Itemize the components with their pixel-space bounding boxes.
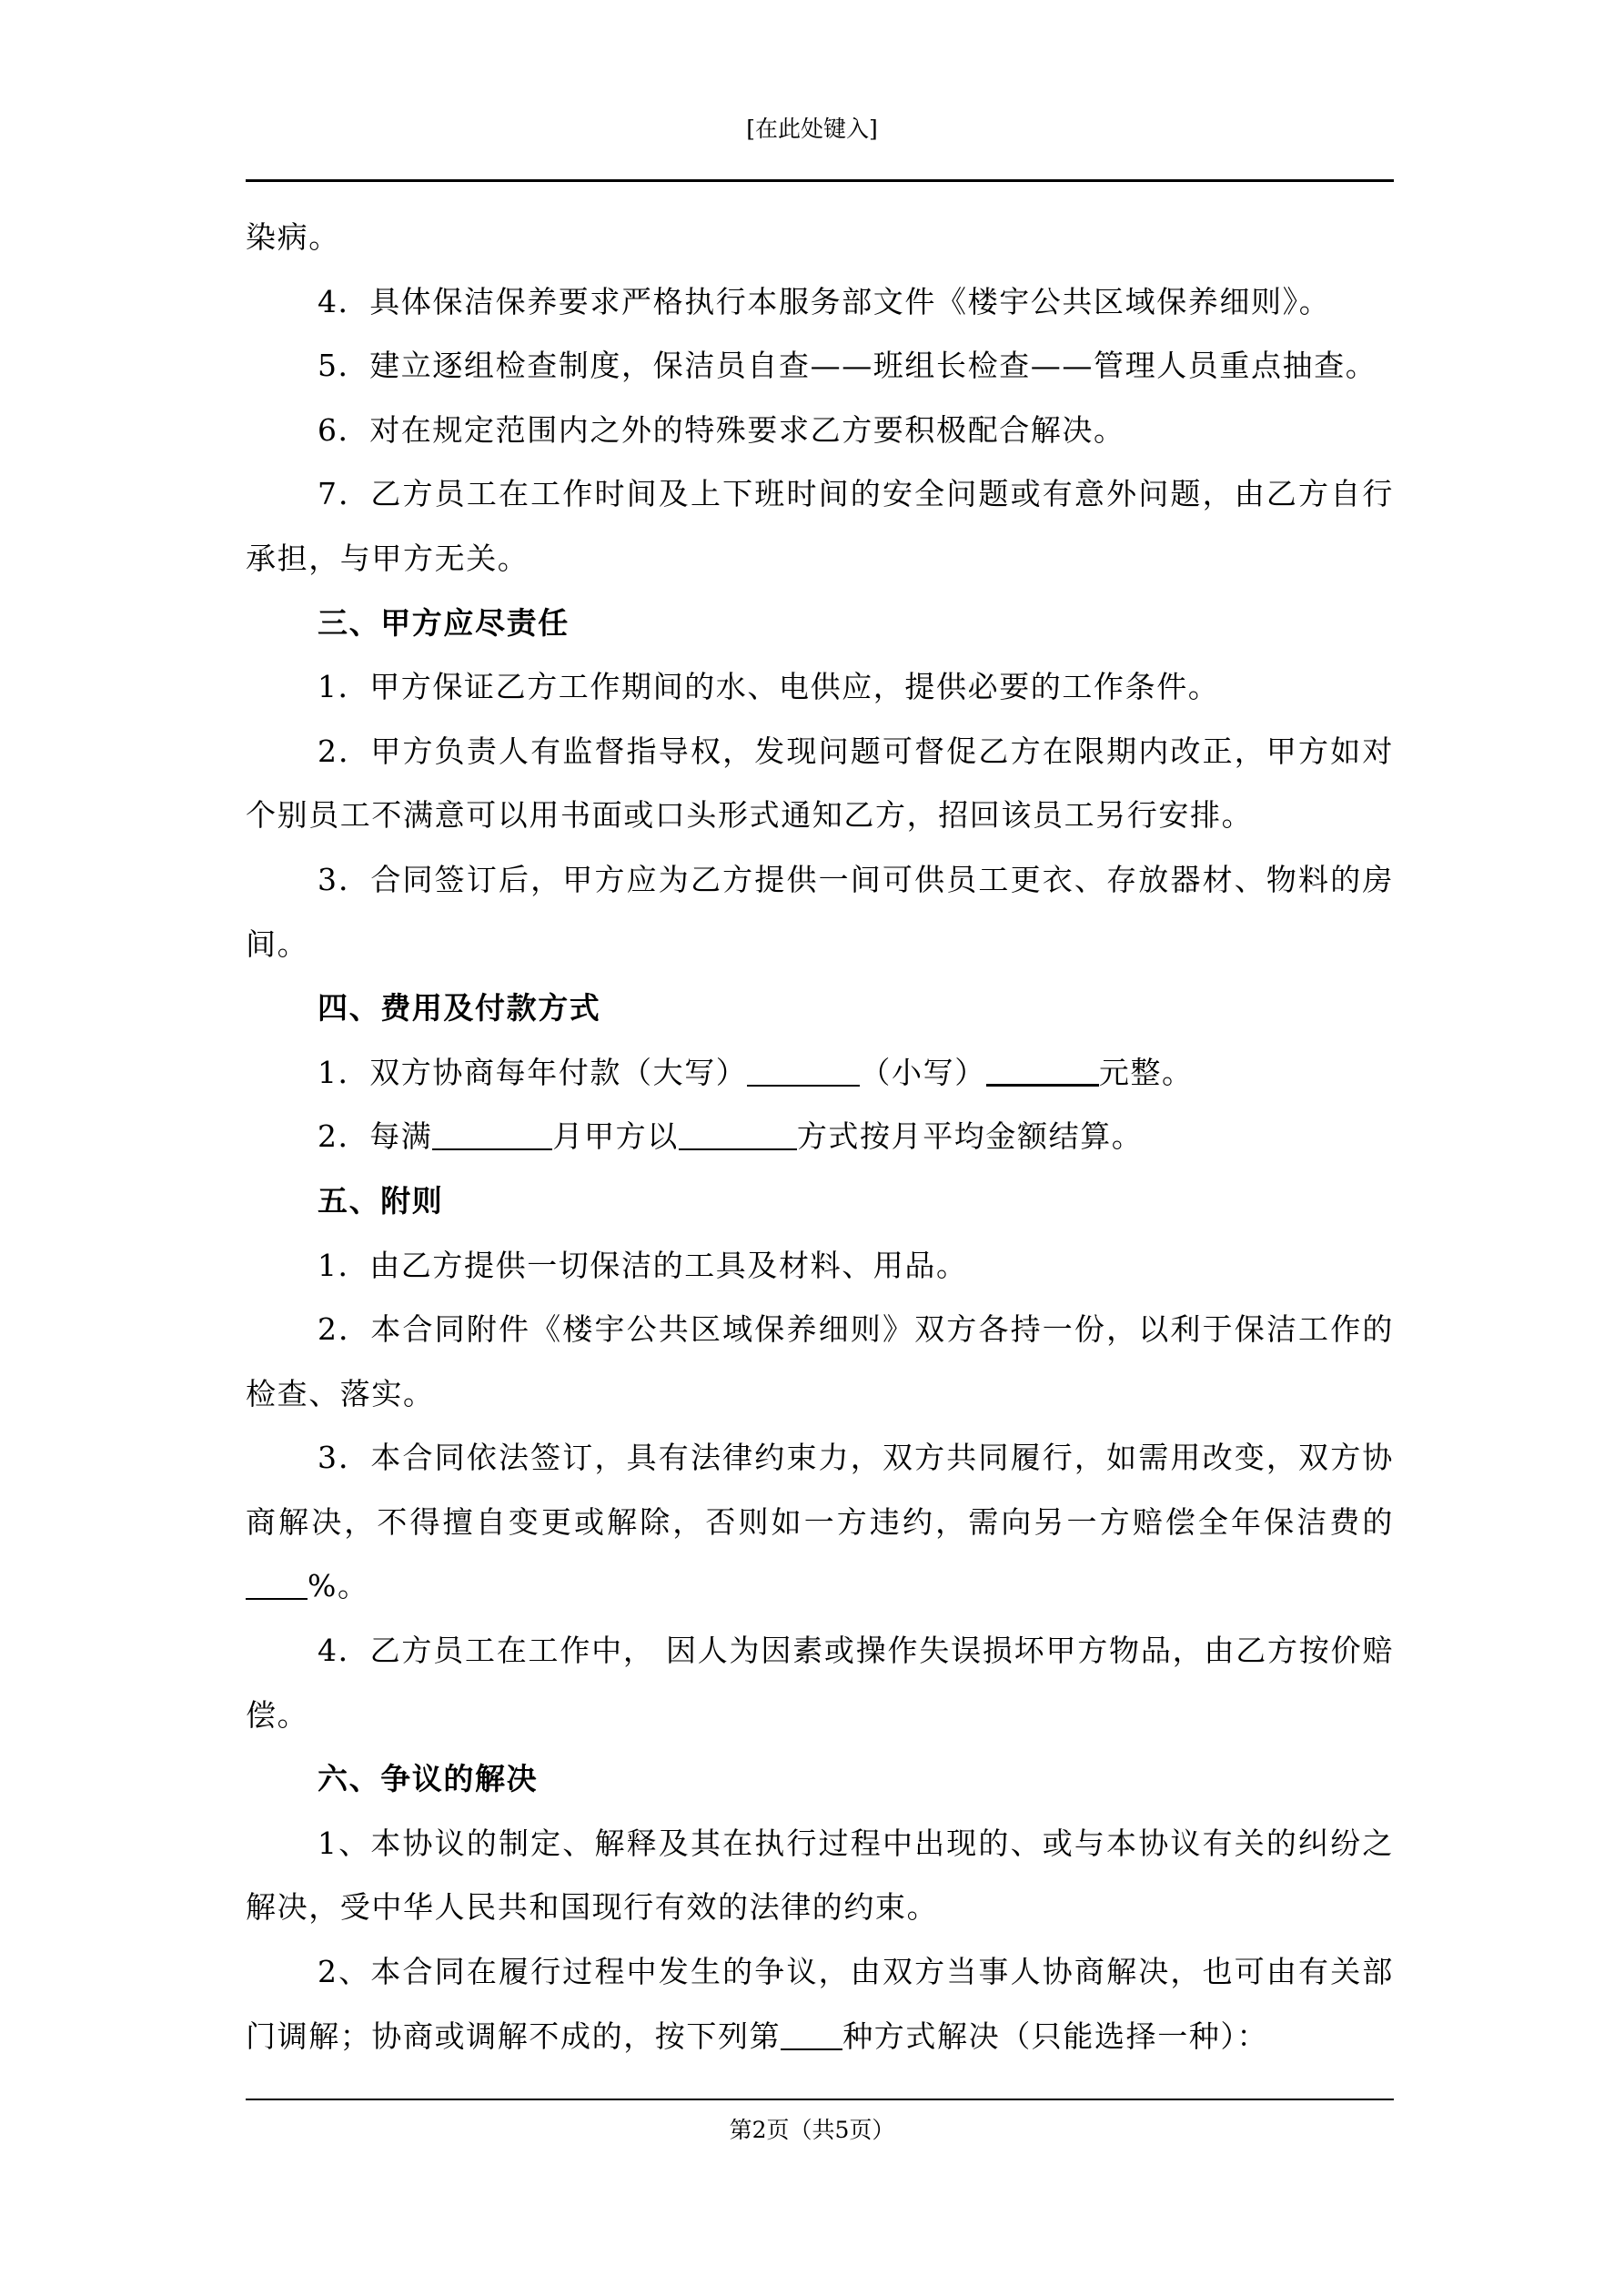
page-footer: 第2页（共5页） <box>729 2117 895 2143</box>
header-rule <box>246 179 1394 182</box>
paragraph-text: 种方式解决（只能选择一种）： <box>842 2018 1269 2054</box>
paragraph: 1、本协议的制定、解释及其在执行过程中出现的、或与本协议有关的纠纷之解决，受中华人民共和国现行有效的法律的约束。 <box>246 1825 1394 1926</box>
section-heading: 六、争议的解决 <box>318 1761 539 1797</box>
paragraph-text: 2．每满 <box>318 1118 433 1155</box>
paragraph: 2．本合同附件《楼宇公共区域保养细则》双方各持一份，以利于保洁工作的检查、落实。 <box>246 1311 1394 1411</box>
paragraph: 1．甲方保证乙方工作期间的水、电供应，提供必要的工作条件。 <box>318 669 1220 705</box>
section-heading: 四、费用及付款方式 <box>318 990 601 1027</box>
page-header: [在此处键入] <box>746 116 878 142</box>
paragraph: 7．乙方员工在工作时间及上下班时间的安全问题或有意外问题，由乙方自行承担，与甲方无关。 <box>246 476 1394 576</box>
paragraph: 5．建立逐组检查制度，保洁员自查——班组长检查——管理人员重点抽查。 <box>318 348 1377 384</box>
paragraph-text: %。 <box>308 1568 369 1604</box>
blank-line <box>679 1121 797 1150</box>
paragraph-dispute-method <box>246 1940 1394 2068</box>
paragraph: 2．甲方负责人有监督指导权，发现问题可督促乙方在限期内改正，甲方如对个别员工不满意可以用书面或口头形式通知乙方，招回该员工另行安排。 <box>246 733 1394 834</box>
blank-line <box>246 1571 308 1600</box>
paragraph-text: （小写） <box>860 1054 986 1090</box>
section-heading: 五、附则 <box>318 1182 444 1219</box>
paragraph-text: 3．本合同依法签订，具有法律约束力，双方共同履行，如需用改变，双方协商解决，不得擅自变更或解除，否则如一方违约，需向另一方赔偿全年保洁费的 <box>246 1440 1394 1540</box>
paragraph-payment-schedule <box>246 1105 1394 1169</box>
paragraph: 4．具体保洁保养要求严格执行本服务部文件《楼宇公共区域保养细则》。 <box>318 283 1331 319</box>
blank-line <box>986 1057 1099 1087</box>
paragraph-penalty <box>246 1426 1394 1619</box>
contract-body <box>246 206 1394 2068</box>
blank-line <box>432 1121 552 1150</box>
paragraph-text: 1．双方协商每年付款（大写） <box>318 1054 748 1090</box>
paragraph-text: 2、本合同在履行过程中发生的争议，由双方当事人协商解决，也可由有关部门调解；协商或调解不成的，按下列第 <box>246 1954 1394 2054</box>
paragraph: 3．合同签订后，甲方应为乙方提供一间可供员工更衣、存放器材、物料的房间。 <box>246 861 1394 962</box>
paragraph-text: 月甲方以 <box>552 1118 679 1155</box>
paragraph-text: 方式按月平均金额结算。 <box>796 1118 1144 1155</box>
blank-line <box>747 1057 860 1087</box>
blank-line <box>781 2021 842 2050</box>
paragraph: 染病。 <box>246 219 340 255</box>
paragraph-payment-amount <box>246 1041 1394 1106</box>
footer-rule <box>246 2099 1394 2100</box>
paragraph: 4．乙方员工在工作中， 因人为因素或操作失误损坏甲方物品，由乙方按价赔偿。 <box>246 1633 1394 1733</box>
paragraph-text: 元整。 <box>1098 1054 1194 1090</box>
section-heading: 三、甲方应尽责任 <box>318 604 570 641</box>
paragraph: 6．对在规定范围内之外的特殊要求乙方要积极配合解决。 <box>318 411 1125 448</box>
paragraph: 1．由乙方提供一切保洁的工具及材料、用品。 <box>318 1247 968 1283</box>
